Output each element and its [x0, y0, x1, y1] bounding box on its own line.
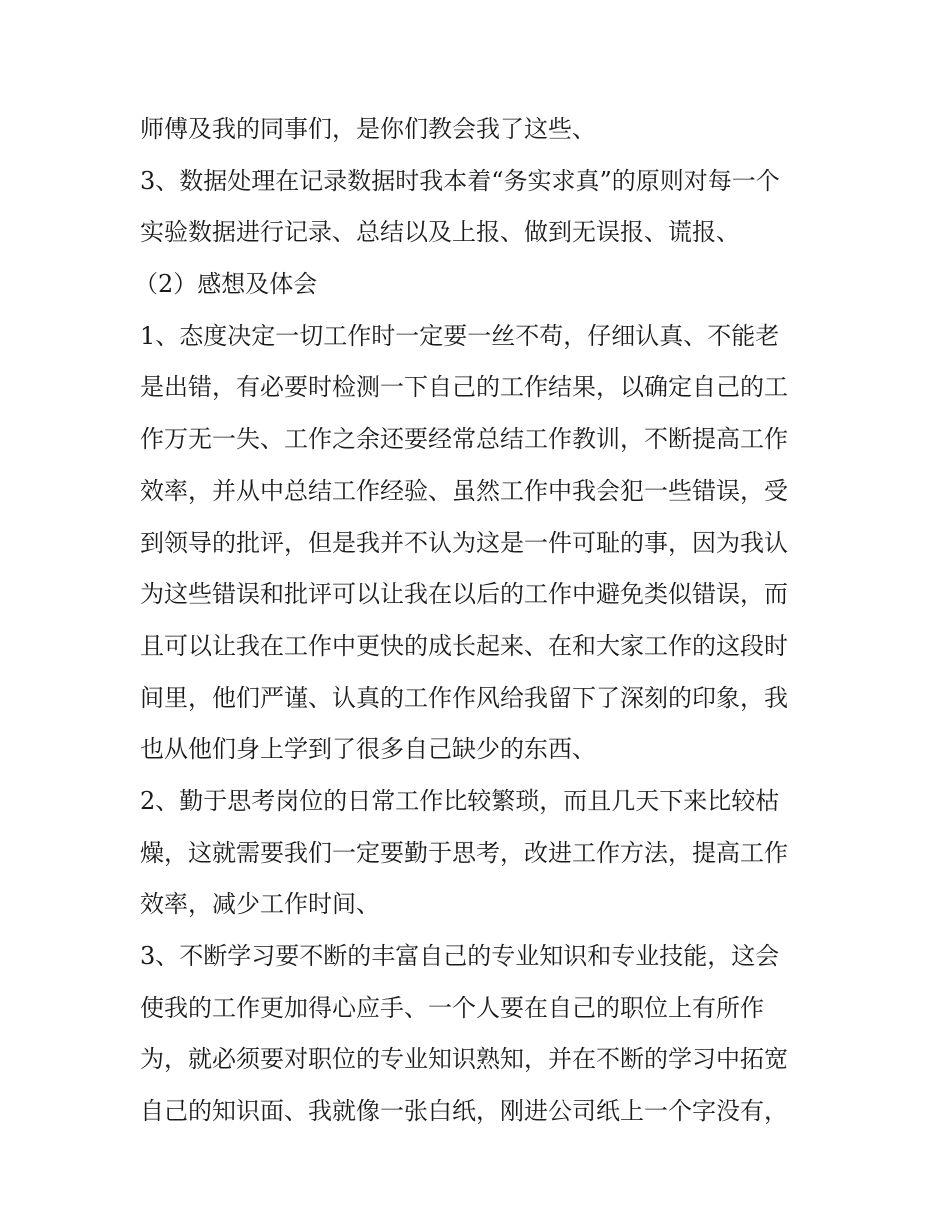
text-line: 且可以让我在工作中更快的成长起来、在和大家工作的这段时 [140, 631, 788, 660]
text-line: 3、数据处理在记录数据时我本着“务实求真”的原则对每一个 [140, 166, 780, 195]
text-line: 作万无一失、工作之余还要经常总结工作教训，不断提高工作 [140, 425, 788, 454]
text-line: 也从他们身上学到了很多自己缺少的东西、 [140, 735, 596, 764]
text-line: 实验数据进行记录、总结以及上报、做到无误报、谎报、 [140, 218, 740, 247]
text-line: 师傅及我的同事们，是你们教会我了这些、 [140, 115, 596, 143]
text-line: 1、态度决定一切工作时一定要一丝不苟，仔细认真、不能老 [140, 321, 780, 350]
text-line: 自己的知识面、我就像一张白纸，刚进公司纸上一个字没有， [140, 1097, 788, 1126]
text-line: 为，就必须要对职位的专业知识熟知，并在不断的学习中拓宽 [140, 1045, 788, 1074]
text-line: 到领导的批评，但是我并不认为这是一件可耻的事，因为我认 [140, 528, 788, 557]
text-line: 燥，这就需要我们一定要勤于思考，改进工作方法，提高工作 [140, 838, 788, 867]
section-heading: （2）感想及体会 [134, 270, 318, 299]
text-line: 效率，减少工作时间、 [140, 890, 380, 919]
text-line: 效率，并从中总结工作经验、虽然工作中我会犯一些错误，受 [140, 476, 788, 505]
body-text [134, 104, 820, 1138]
text-line: 3、不断学习要不断的丰富自己的专业知识和专业技能，这会 [140, 942, 780, 970]
text-line: 是出错，有必要时检测一下自己的工作结果，以确定自己的工 [140, 373, 788, 402]
text-line: 使我的工作更加得心应手、一个人要在自己的职位上有所作 [140, 993, 764, 1022]
text-line: 2、勤于思考岗位的日常工作比较繁琐，而且几天下来比较枯 [140, 786, 780, 815]
text-line: 为这些错误和批评可以让我在以后的工作中避免类似错误，而 [140, 580, 788, 609]
text-line: 间里，他们严谨、认真的工作作风给我留下了深刻的印象，我 [140, 683, 788, 712]
